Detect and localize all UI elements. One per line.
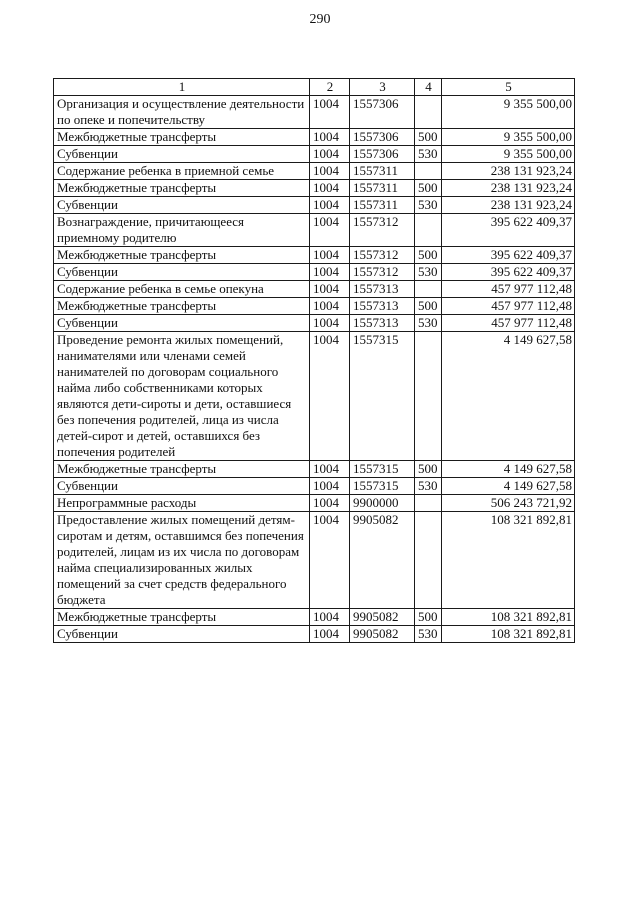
cell-code: 1557311 [350, 180, 415, 197]
table-row [54, 626, 575, 643]
cell-amount: 457 977 112,48 [442, 315, 575, 332]
cell-section: 1004 [310, 197, 350, 214]
cell-code: 1557306 [350, 129, 415, 146]
page-number: 290 [309, 12, 331, 27]
cell-section: 1004 [310, 626, 350, 643]
cell-name: Предоставление жилых помещений детям-сиротам и детям, оставшимся без попечения родителей, лицам из их числа по договорам найма специализированных жилых помещений за счет средств федерального бюджета [54, 512, 310, 609]
table-row [54, 197, 575, 214]
cell-amount: 395 622 409,37 [442, 264, 575, 281]
cell-section: 1004 [310, 478, 350, 495]
cell-amount: 4 149 627,58 [442, 478, 575, 495]
cell-name: Субвенции [54, 478, 310, 495]
cell-expense-type [415, 495, 442, 512]
cell-section: 1004 [310, 214, 350, 247]
cell-amount: 457 977 112,48 [442, 281, 575, 298]
cell-expense-type [415, 332, 442, 461]
cell-name: Межбюджетные трансферты [54, 298, 310, 315]
cell-section: 1004 [310, 512, 350, 609]
cell-name: Межбюджетные трансферты [54, 129, 310, 146]
cell-expense-type [415, 214, 442, 247]
header-row [54, 79, 575, 96]
table-header [54, 79, 575, 96]
cell-code: 9905082 [350, 626, 415, 643]
cell-expense-type [415, 281, 442, 298]
cell-name: Межбюджетные трансферты [54, 180, 310, 197]
cell-code: 1557312 [350, 247, 415, 264]
cell-section: 1004 [310, 96, 350, 129]
cell-amount: 9 355 500,00 [442, 146, 575, 163]
budget-table [53, 78, 575, 643]
cell-amount: 4 149 627,58 [442, 332, 575, 461]
column-header-code: 3 [350, 79, 415, 96]
cell-section: 1004 [310, 495, 350, 512]
cell-expense-type: 500 [415, 298, 442, 315]
cell-code: 1557311 [350, 197, 415, 214]
column-header-section: 2 [310, 79, 350, 96]
cell-expense-type: 500 [415, 609, 442, 626]
column-header-amount: 5 [442, 79, 575, 96]
table-row [54, 332, 575, 461]
column-header-expense-type: 4 [415, 79, 442, 96]
cell-amount: 9 355 500,00 [442, 96, 575, 129]
cell-section: 1004 [310, 163, 350, 180]
cell-amount: 457 977 112,48 [442, 298, 575, 315]
cell-amount: 395 622 409,37 [442, 214, 575, 247]
table-row [54, 264, 575, 281]
cell-name: Проведение ремонта жилых помещений, нанимателями или членами семей нанимателей по договорам социального найма либо собственниками которых являются дети-сироты и дети, оставшиеся без попечения родителей, лица из числа детей-сирот и детей, оставшихся без попечения родителей [54, 332, 310, 461]
table-row [54, 315, 575, 332]
table-row [54, 495, 575, 512]
cell-expense-type [415, 163, 442, 180]
cell-section: 1004 [310, 332, 350, 461]
cell-expense-type: 500 [415, 129, 442, 146]
cell-amount: 238 131 923,24 [442, 163, 575, 180]
table-row [54, 96, 575, 129]
cell-name: Субвенции [54, 626, 310, 643]
cell-name: Содержание ребенка в приемной семье [54, 163, 310, 180]
cell-name: Содержание ребенка в семье опекуна [54, 281, 310, 298]
cell-name: Межбюджетные трансферты [54, 461, 310, 478]
table-row [54, 214, 575, 247]
cell-expense-type [415, 512, 442, 609]
cell-code: 1557306 [350, 96, 415, 129]
cell-expense-type: 530 [415, 264, 442, 281]
cell-code: 1557311 [350, 163, 415, 180]
cell-expense-type [415, 96, 442, 129]
cell-name: Непрограммные расходы [54, 495, 310, 512]
cell-name: Организация и осуществление деятельности по опеке и попечительству [54, 96, 310, 129]
table-row [54, 298, 575, 315]
cell-section: 1004 [310, 281, 350, 298]
cell-code: 9900000 [350, 495, 415, 512]
cell-expense-type: 530 [415, 626, 442, 643]
cell-section: 1004 [310, 180, 350, 197]
cell-name: Вознаграждение, причитающееся приемному родителю [54, 214, 310, 247]
table-row [54, 146, 575, 163]
cell-amount: 108 321 892,81 [442, 626, 575, 643]
table-row [54, 281, 575, 298]
cell-section: 1004 [310, 146, 350, 163]
cell-amount: 108 321 892,81 [442, 512, 575, 609]
cell-name: Межбюджетные трансферты [54, 609, 310, 626]
cell-code: 1557313 [350, 281, 415, 298]
cell-code: 1557306 [350, 146, 415, 163]
cell-amount: 395 622 409,37 [442, 247, 575, 264]
cell-code: 1557312 [350, 264, 415, 281]
cell-section: 1004 [310, 264, 350, 281]
cell-name: Межбюджетные трансферты [54, 247, 310, 264]
column-header-name: 1 [54, 79, 310, 96]
cell-expense-type: 500 [415, 461, 442, 478]
cell-code: 1557313 [350, 315, 415, 332]
cell-section: 1004 [310, 609, 350, 626]
cell-name: Субвенции [54, 264, 310, 281]
table-row [54, 512, 575, 609]
cell-code: 9905082 [350, 512, 415, 609]
table-row [54, 461, 575, 478]
cell-amount: 238 131 923,24 [442, 197, 575, 214]
table-body [54, 96, 575, 643]
cell-expense-type: 530 [415, 146, 442, 163]
cell-expense-type: 500 [415, 247, 442, 264]
cell-amount: 506 243 721,92 [442, 495, 575, 512]
cell-code: 1557315 [350, 332, 415, 461]
table-row [54, 478, 575, 495]
cell-expense-type: 530 [415, 315, 442, 332]
table-row [54, 609, 575, 626]
cell-code: 1557313 [350, 298, 415, 315]
table-row [54, 247, 575, 264]
cell-amount: 9 355 500,00 [442, 129, 575, 146]
cell-section: 1004 [310, 461, 350, 478]
cell-code: 9905082 [350, 609, 415, 626]
cell-name: Субвенции [54, 315, 310, 332]
table-row [54, 129, 575, 146]
cell-section: 1004 [310, 298, 350, 315]
cell-expense-type: 530 [415, 197, 442, 214]
cell-name: Субвенции [54, 197, 310, 214]
cell-section: 1004 [310, 315, 350, 332]
cell-code: 1557315 [350, 478, 415, 495]
cell-name: Субвенции [54, 146, 310, 163]
cell-amount: 238 131 923,24 [442, 180, 575, 197]
cell-section: 1004 [310, 129, 350, 146]
cell-amount: 108 321 892,81 [442, 609, 575, 626]
cell-expense-type: 500 [415, 180, 442, 197]
cell-code: 1557312 [350, 214, 415, 247]
cell-section: 1004 [310, 247, 350, 264]
table-row [54, 163, 575, 180]
table-row [54, 180, 575, 197]
cell-expense-type: 530 [415, 478, 442, 495]
cell-amount: 4 149 627,58 [442, 461, 575, 478]
cell-code: 1557315 [350, 461, 415, 478]
